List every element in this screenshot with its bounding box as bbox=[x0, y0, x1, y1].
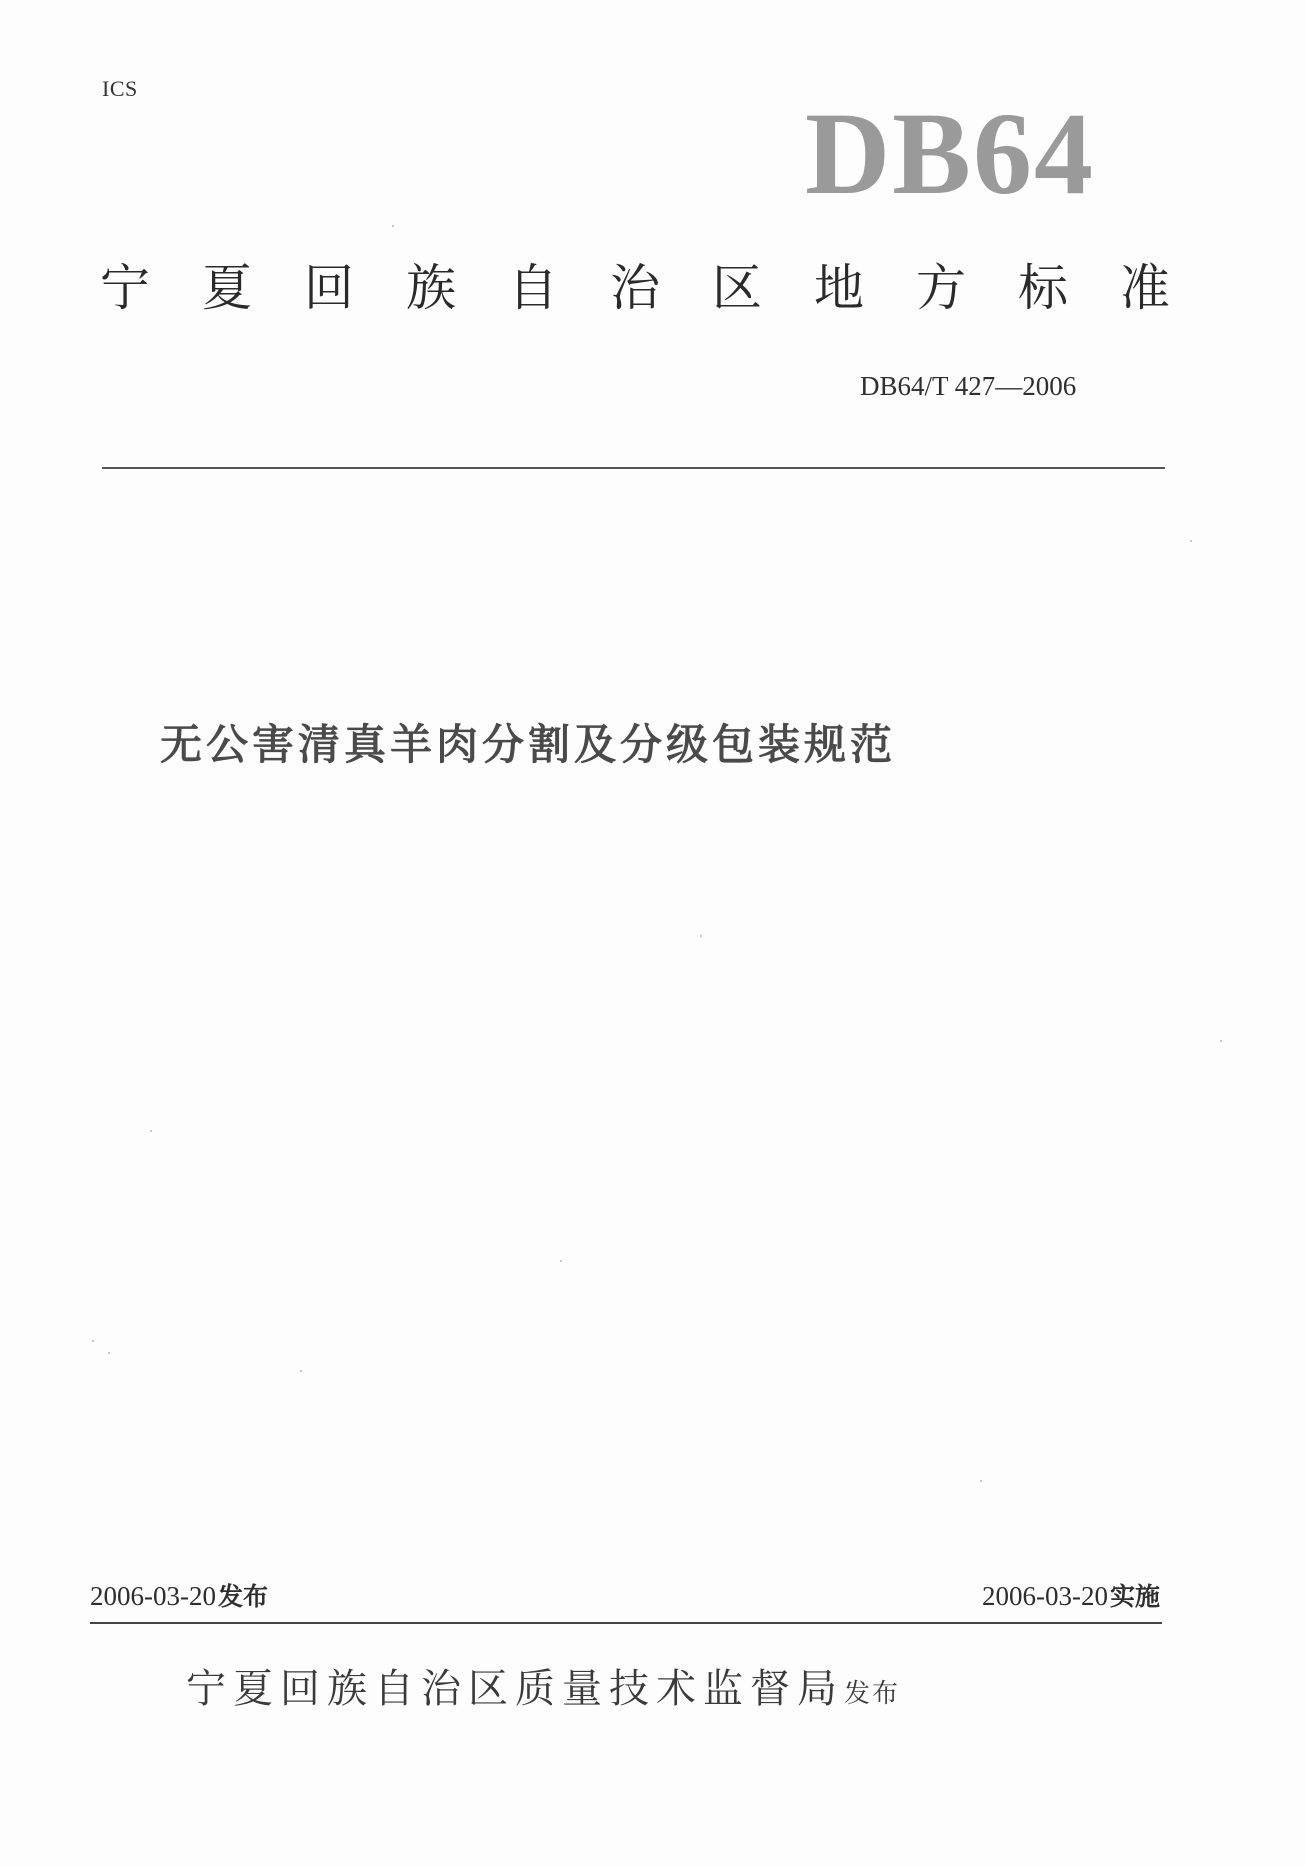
document-title: 无公害清真羊肉分割及分级包装规范 bbox=[160, 720, 897, 769]
scan-speck bbox=[700, 935, 702, 937]
standard-number: DB64/T 427—2006 bbox=[860, 371, 1077, 401]
issue-date: 2006-03-20 bbox=[90, 1581, 216, 1611]
scan-speck bbox=[392, 225, 394, 227]
top-divider bbox=[102, 467, 1165, 469]
scan-speck bbox=[1220, 1040, 1222, 1042]
issue-date-block bbox=[90, 1578, 268, 1615]
standard-category: 宁夏回族自治区地方标准 bbox=[100, 259, 1222, 317]
effective-label: 实施 bbox=[1109, 1582, 1160, 1611]
scan-speck bbox=[92, 1340, 94, 1342]
scan-speck bbox=[150, 1130, 152, 1132]
scan-speck bbox=[1190, 540, 1192, 542]
date-row bbox=[90, 1578, 1160, 1618]
issuer-suffix: 发布 bbox=[844, 1679, 901, 1709]
standard-code-logo: DB64 bbox=[805, 88, 1095, 219]
scan-speck bbox=[980, 1480, 982, 1482]
issuing-authority bbox=[186, 1657, 1086, 1714]
issuer-name: 宁夏回族自治区质量技术监督局 bbox=[186, 1666, 844, 1712]
effective-date: 2006-03-20 bbox=[982, 1581, 1108, 1611]
ics-label: ICS bbox=[102, 76, 138, 101]
scan-speck bbox=[560, 1260, 562, 1262]
issue-label: 发布 bbox=[217, 1582, 268, 1611]
bottom-divider bbox=[90, 1622, 1162, 1624]
scan-speck bbox=[108, 1352, 110, 1354]
scan-speck bbox=[300, 1370, 302, 1372]
effective-date-block bbox=[982, 1578, 1160, 1615]
